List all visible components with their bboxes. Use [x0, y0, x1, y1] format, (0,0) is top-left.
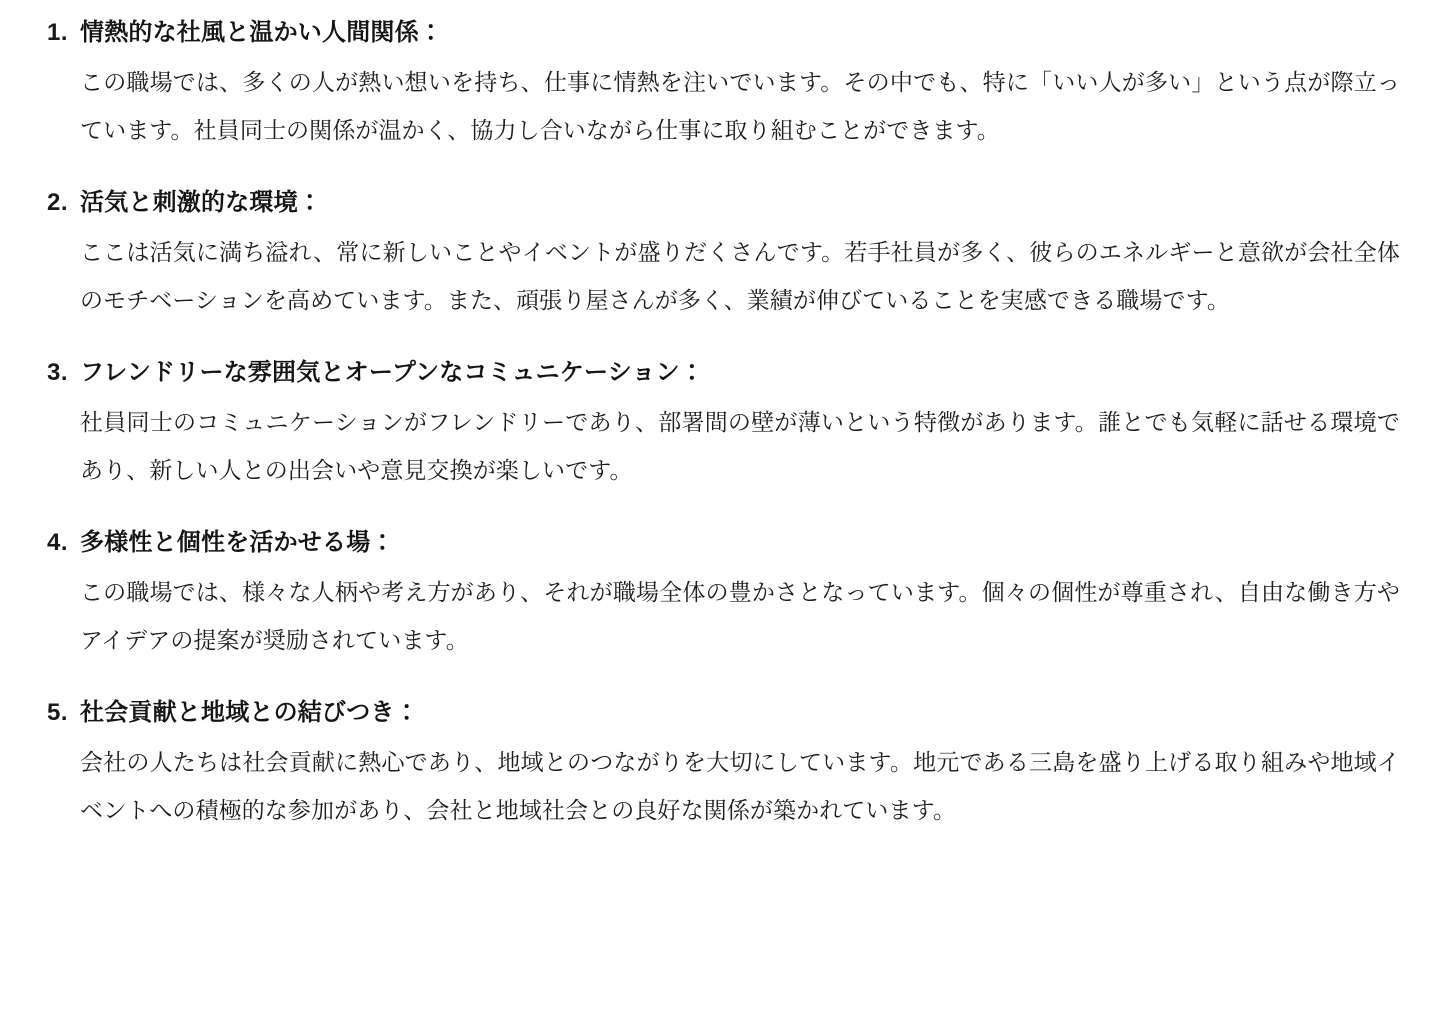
- list-item-body: [80, 524, 1400, 664]
- list-item-title: フレンドリーな雰囲気とオープンなコミュニケーション：: [80, 359, 705, 386]
- list-item-text: 社員同士のコミュニケーションがフレンドリーであり、部署間の壁が薄いという特徴があります。誰とでも気軽に話せる環境であり、新しい人との出会いや意見交換が楽しいです。: [80, 409, 1400, 483]
- list-item-title: 多様性と個性を活かせる場：: [80, 529, 395, 556]
- list-item: [22, 694, 1400, 834]
- list-item-marker: 5.: [46, 699, 68, 726]
- list-item-body: [80, 184, 1400, 324]
- list-item: [22, 524, 1400, 664]
- list-item: [22, 184, 1400, 324]
- list-item-marker: 1.: [46, 19, 68, 46]
- list-item-text: この職場では、様々な人柄や考え方があり、それが職場全体の豊かさとなっています。個々の個性が尊重され、自由な働き方やアイデアの提案が奨励されています。: [80, 579, 1400, 653]
- list-item-body: [80, 14, 1400, 154]
- list-item-marker: 3.: [46, 359, 68, 386]
- list-item-text: この職場では、多くの人が熱い想いを持ち、仕事に情熱を注いでいます。その中でも、特に「いい人が多い」という点が際立っています。社員同士の関係が温かく、協力し合いながら仕事に取り組むことができます。: [80, 69, 1400, 143]
- list-item-text: 会社の人たちは社会貢献に熱心であり、地域とのつながりを大切にしています。地元である三島を盛り上げる取り組みや地域イベントへの積極的な参加があり、会社と地域社会との良好な関係が築かれています。: [80, 749, 1400, 823]
- list-item-body: [80, 354, 1400, 494]
- list-item: [22, 14, 1400, 154]
- list-item-text: ここは活気に満ち溢れ、常に新しいことやイベントが盛りだくさんです。若手社員が多く、彼らのエネルギーと意欲が会社全体のモチベーションを高めています。また、頑張り屋さんが多く、業績が伸びていることを実感できる職場です。: [80, 239, 1400, 313]
- list-item-title: 社会貢献と地域との結びつき：: [80, 699, 419, 726]
- list-item-marker: 2.: [46, 189, 68, 216]
- list-item-marker: 4.: [46, 529, 68, 556]
- list-item-title: 情熱的な社風と温かい人間関係：: [80, 19, 443, 46]
- numbered-list: [22, 14, 1400, 834]
- list-item: [22, 354, 1400, 494]
- list-item-body: [80, 694, 1400, 834]
- list-item-title: 活気と刺激的な環境：: [80, 189, 322, 216]
